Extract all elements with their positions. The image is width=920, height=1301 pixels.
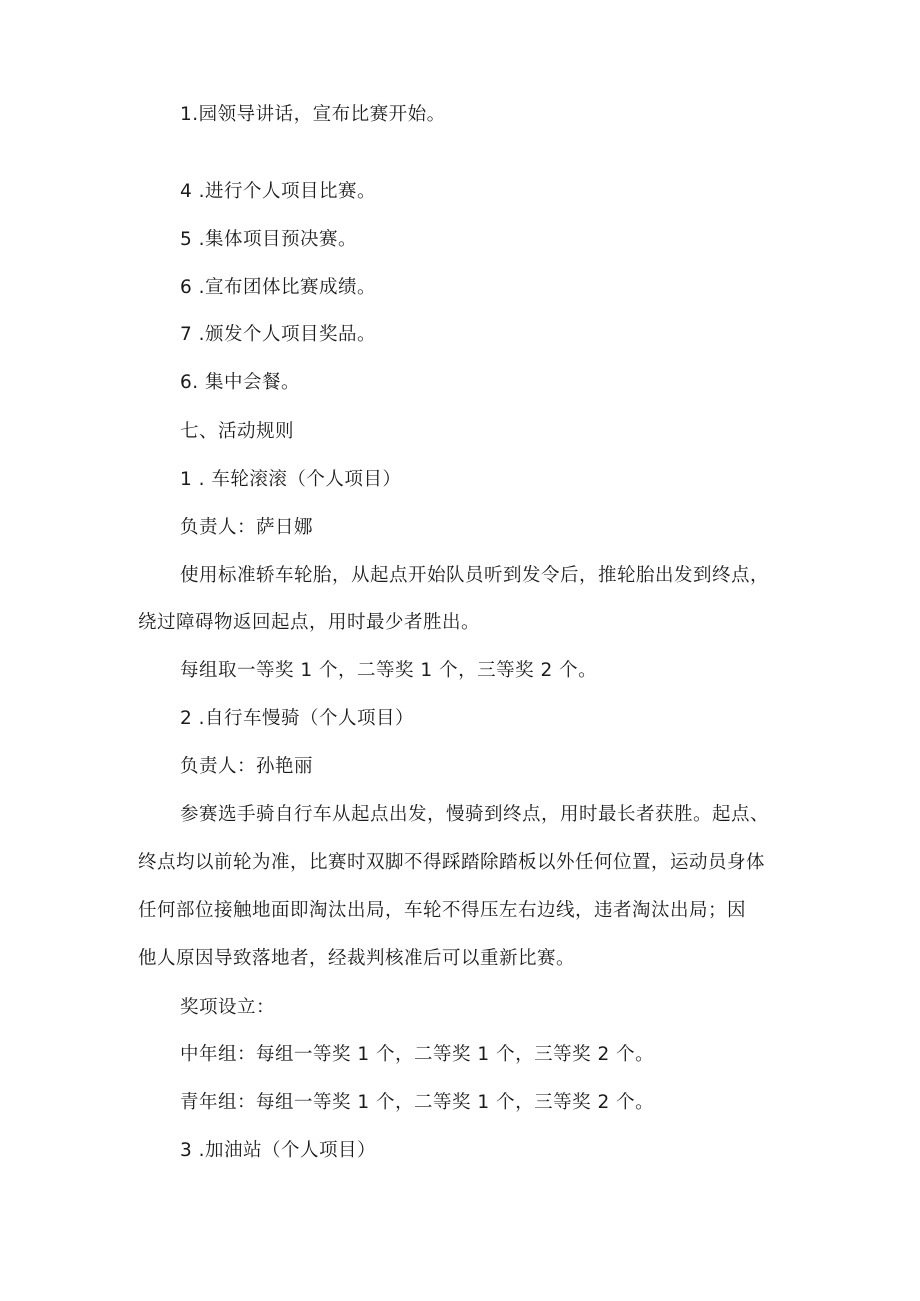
schedule-item-meal: 6. 集中会餐。 (180, 372, 301, 393)
rule-1-awards: 每组取一等奖 1 个，二等奖 1 个，三等奖 2 个。 (180, 660, 598, 681)
rule-2-desc-line-4: 他人原因导致落地者，经裁判核准后可以重新比赛。 (138, 948, 576, 969)
rule-2-desc-line-3: 任何部位接触地面即淘汰出局，车轮不得压左右边线，违者淘汰出局；因 (138, 900, 747, 921)
schedule-item-5: 5 .集体项目预决赛。 (180, 229, 358, 250)
section-heading-rules: 七、活动规则 (180, 421, 295, 442)
rule-1-desc-line-2: 绕过障碍物返回起点，用时最少者胜出。 (138, 612, 481, 633)
schedule-item-6: 6 .宣布团体比赛成绩。 (180, 277, 377, 298)
rule-2-owner: 负责人：孙艳丽 (180, 756, 314, 777)
rule-2-desc-line-2: 终点均以前轮为准，比赛时双脚不得踩踏除踏板以外任何位置，运动员身体 (138, 852, 766, 873)
rule-2-awards-youth: 青年组：每组一等奖 1 个，二等奖 1 个，三等奖 2 个。 (180, 1092, 655, 1113)
schedule-item-1: 1.园领导讲话，宣布比赛开始。 (180, 104, 446, 125)
schedule-item-4: 4 .进行个人项目比赛。 (180, 181, 377, 202)
rule-2-awards-heading: 奖项设立： (180, 997, 276, 1018)
rule-2-desc-line-1: 参赛选手骑自行车从起点出发，慢骑到终点，用时最长者获胜。起点、 (180, 804, 770, 825)
rule-1-owner: 负责人：萨日娜 (180, 517, 314, 538)
rule-2-awards-middle-age: 中年组：每组一等奖 1 个，二等奖 1 个，三等奖 2 个。 (180, 1044, 655, 1065)
rule-2-title: 2 .自行车慢骑（个人项目） (180, 708, 415, 729)
rule-1-title: 1 . 车轮滚滚（个人项目） (180, 469, 402, 490)
rule-3-title: 3 .加油站（个人项目） (180, 1140, 377, 1161)
schedule-item-7: 7 .颁发个人项目奖品。 (180, 324, 377, 345)
rule-1-desc-line-1: 使用标准轿车轮胎，从起点开始队员听到发令后，推轮胎出发到终点， (180, 565, 770, 586)
